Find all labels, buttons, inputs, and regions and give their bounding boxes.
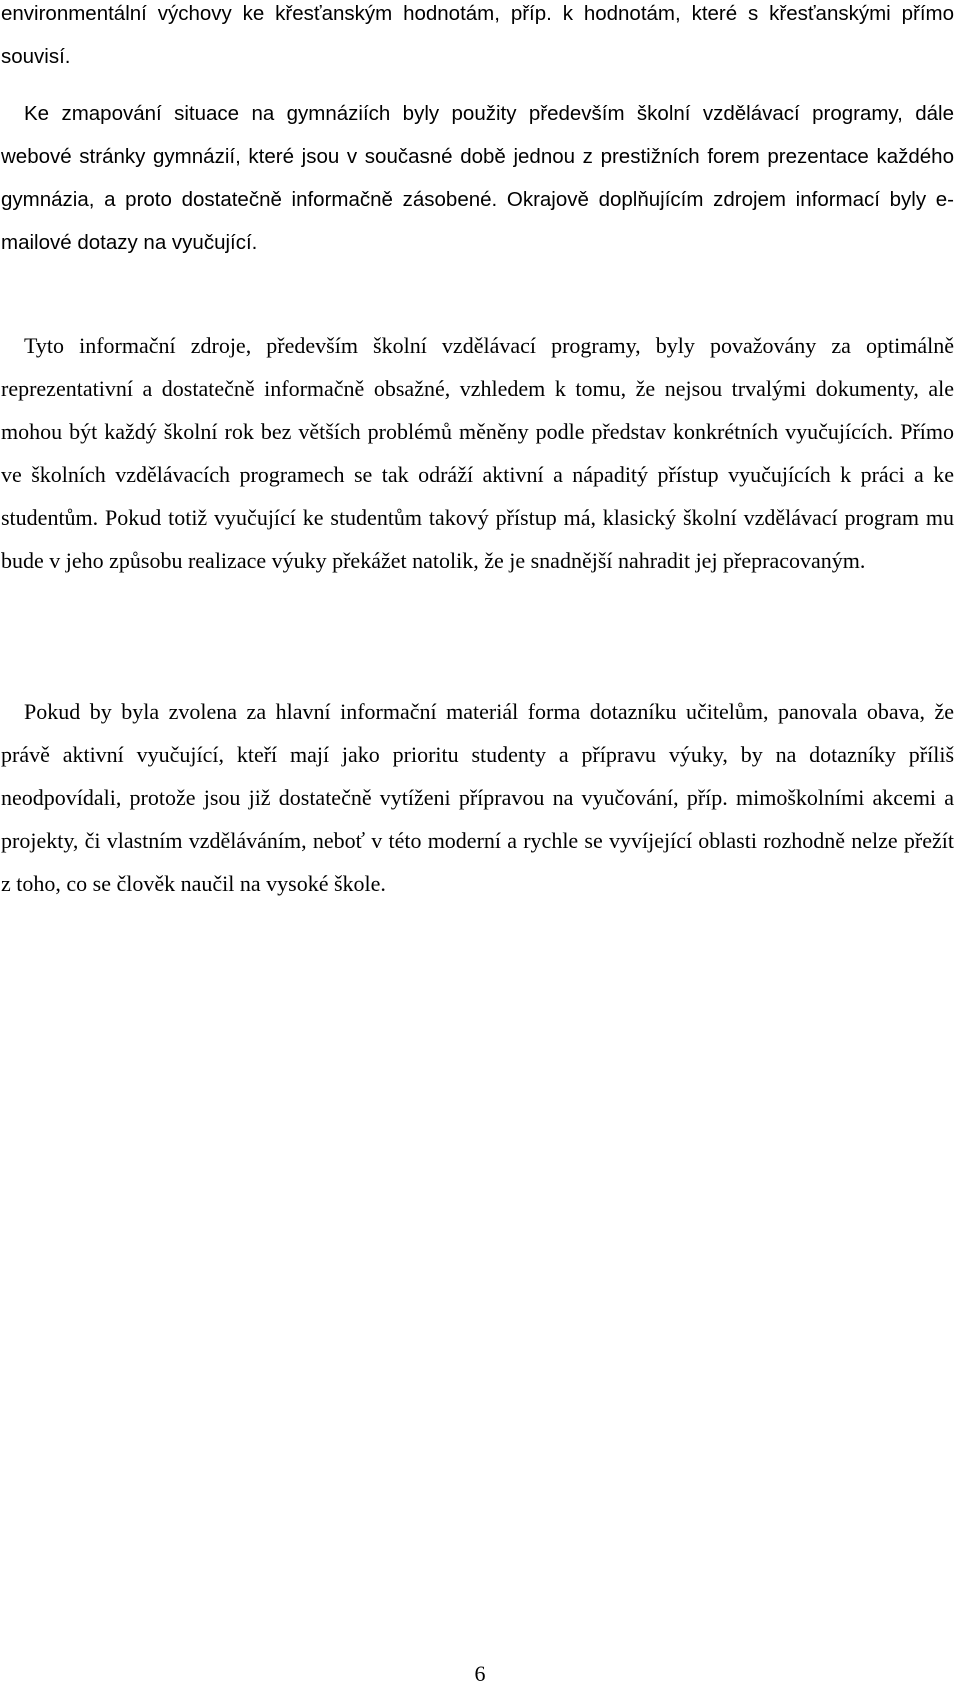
paragraph-continuation: environmentální výchovy ke křesťanským hodnotám, příp. k hodnotám, které s křesťanskými přímo souvisí.: [1, 2, 954, 68]
paragraph-sources: Ke zmapování situace na gymnáziích byly použity především školní vzdělávací programy, dále webové stránky gymnázií, které jsou v současné době jednou z prestižních forem prezentace každého gymnázia, a proto dostatečně informačně zásobené. Okrajově doplňujícím zdrojem informací byly e-mailové dotazy na vyučující.: [1, 102, 954, 254]
paragraph-questionnaire: Pokud by byla zvolena za hlavní informační materiál forma dotazníku učitelům, panovala obava, že právě aktivní vyučující, kteří mají jako prioritu studenty a přípravu výuky, by na dotazníky příliš neodpovídali, protože jsou již dostatečně vytíženi přípravou na vyučování, příp. mimoškolními akcemi a projekty, či vlastním vzděláváním, neboť v této moderní a rychle se vyvíjející oblasti rozhodně nelze přežít z toho, co se člověk naučil na vysoké škole.: [1, 699, 954, 896]
paragraph-information-sources: Tyto informační zdroje, především školní vzdělávací programy, byly považovány za optimálně reprezentativní a dostatečně informačně obsažné, vzhledem k tomu, že nejsou trvalými dokumenty, ale mohou být každý školní rok bez větších problémů měněny podle představ konkrétních vyučujících. Přímo ve školních vzdělávacích programech se tak odráží aktivní a nápaditý přístup vyučujících k práci a ke studentům. Pokud totiž vyučující ke studentům takový přístup má, klasický školní vzdělávací program mu bude v jeho způsobu realizace výuky překážet natolik, že je snadnější nahradit jej přepracovaným.: [1, 333, 954, 573]
page-number: 6: [474, 1661, 486, 1686]
